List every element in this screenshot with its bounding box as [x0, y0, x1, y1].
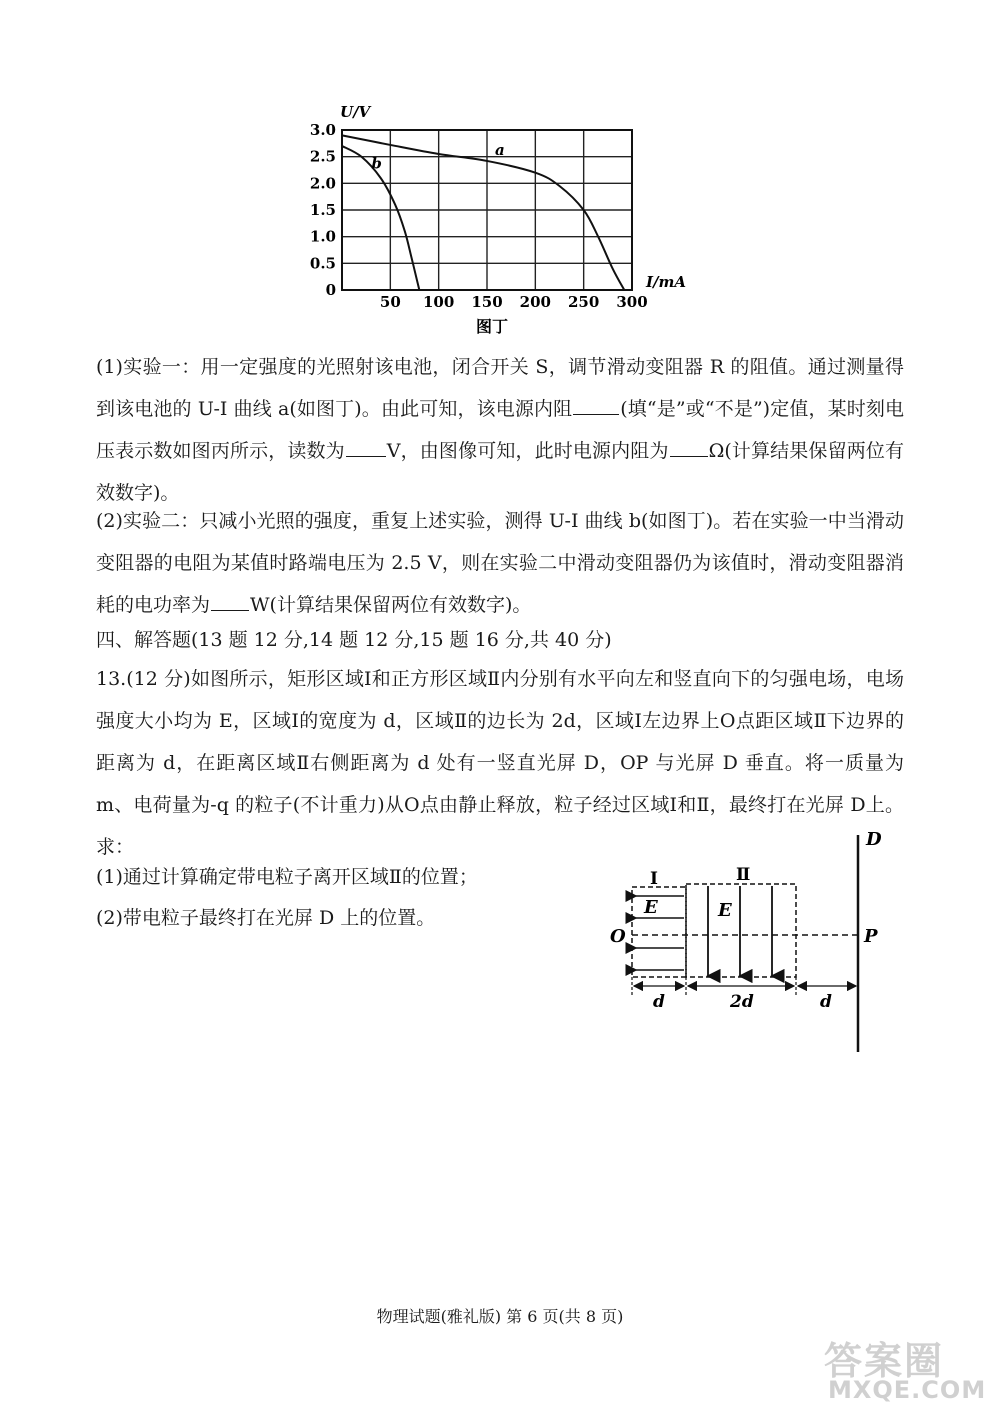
region-1-boundary	[632, 887, 686, 977]
q12-1-text-d: Ω(计算结果保留两位有效数字)。	[96, 440, 904, 504]
chart-series	[342, 135, 624, 290]
q12-1-text-b: (填“是”或“不是”)定值，某时刻电压表示数如图丙所示，读数为	[96, 398, 904, 462]
y-tick-label: 3.0	[309, 121, 336, 139]
region-2-boundary	[686, 884, 796, 977]
y-tick-label: 1.0	[309, 227, 336, 246]
watermark-domain: MXQE.COM	[828, 1376, 987, 1404]
field-diagram	[600, 825, 900, 1060]
question-13-stem: 13.(12 分)如图所示，矩形区域Ⅰ和正方形区域Ⅱ内分别有水平向左和竖直向下的匀强电场，电场强度大小均为 E，区域Ⅰ的宽度为 d，区域Ⅱ的边长为 2d，区域Ⅰ左边界上O点距区域Ⅱ下边界的距离为 d，在距离区域Ⅱ右侧距离为 d 处有一竖直光屏 D，OP 与光屏 D 垂直。将一质量为 m、电荷量为-q 的粒子(不计重力)从O点由静止释放，粒子经过区域Ⅰ和Ⅱ，最终打在光屏 D上。求：	[96, 668, 904, 858]
q12-1-text-a: (1)实验一：用一定强度的光照射该电池，闭合开关 S，调节滑动变阻器 R 的阻值。通过测量得到该电池的 U-I 曲线 a(如图丁)。由此可知，该电源内阻	[96, 356, 904, 420]
page-footer: 物理试题(雅礼版) 第 6 页(共 8 页)	[376, 1307, 624, 1326]
point-o-label: O	[610, 926, 626, 947]
dim-label-gap: d	[820, 992, 832, 1012]
dim-label-region-2: 2d	[730, 992, 754, 1012]
y-tick-label: 0.5	[309, 254, 336, 273]
u-i-chart	[300, 95, 700, 345]
series-label-a: a	[495, 140, 505, 159]
region-2-label: Ⅱ	[736, 865, 751, 885]
screen-d-label: D	[866, 829, 882, 850]
field-2-label: E	[718, 900, 732, 921]
q12-1-text-c: V，由图像可知，此时电源内阻为	[386, 440, 669, 462]
y-tick-label: 1.5	[309, 201, 336, 219]
chart-ticks	[310, 121, 648, 311]
x-axis-label: I/mA	[646, 273, 687, 291]
x-tick-label: 300	[616, 293, 648, 311]
chart-grid	[342, 130, 632, 290]
question-13-sub-2: (2)带电粒子最终打在光屏 D 上的位置。	[96, 907, 436, 929]
question-12-part-1	[96, 346, 904, 514]
point-p-label: P	[864, 926, 878, 947]
x-tick-label: 150	[471, 293, 503, 311]
q12-2-text-a: (2)实验二：只减小光照的强度，重复上述实验，测得 U-I 曲线 b(如图丁)。若在实验一中当滑动变阻器的电阻为某值时路端电压为 2.5 V，则在实验二中滑动变阻器仍为该值时，滑动变阻器消耗的电功率为	[96, 510, 904, 616]
x-tick-label: 50	[379, 293, 401, 311]
answer-blank[interactable]	[573, 396, 619, 415]
answer-blank[interactable]	[670, 438, 708, 457]
watermark	[810, 1330, 990, 1410]
section-4-heading: 四、解答题(13 题 12 分,14 题 12 分,15 题 16 分,共 40 分)	[96, 629, 612, 651]
question-13-sub-1: (1)通过计算确定带电粒子离开区域Ⅱ的位置；	[96, 866, 478, 888]
dim-label-region-1: d	[653, 992, 665, 1012]
field-1-label: E	[644, 897, 658, 918]
chart-title: 图丁	[475, 317, 509, 336]
q12-2-text-b: W(计算结果保留两位有效数字)。	[250, 594, 532, 616]
answer-blank[interactable]	[211, 592, 249, 611]
y-tick-label: 2.5	[309, 147, 336, 166]
x-tick-label: 250	[568, 293, 600, 311]
x-tick-label: 200	[519, 293, 551, 311]
question-12-part-2	[96, 500, 904, 626]
y-tick-label: 0	[325, 281, 336, 299]
y-axis-label: U/V	[340, 103, 371, 121]
x-tick-label: 100	[423, 293, 455, 311]
series-label-b: b	[371, 154, 382, 173]
region-1-label: Ⅰ	[650, 869, 658, 889]
y-tick-label: 2.0	[309, 174, 336, 193]
answer-blank[interactable]	[346, 438, 386, 457]
series-curve-a	[342, 135, 624, 290]
watermark-chinese: 答案圈	[824, 1339, 945, 1383]
